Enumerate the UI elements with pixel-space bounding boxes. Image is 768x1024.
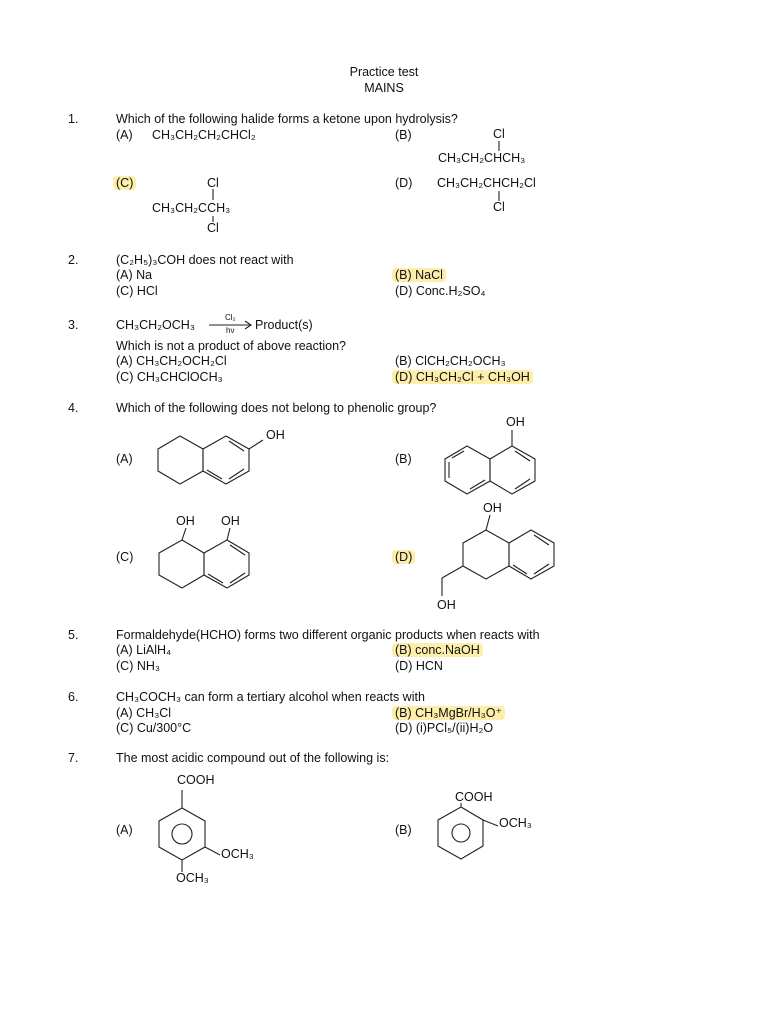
q4d-oh-label-1: OH <box>483 501 502 515</box>
q4d-alcohol-structure <box>437 501 554 612</box>
product: Product(s) <box>255 318 313 332</box>
question-text: Which of the following does not belong to phenolic group? <box>116 401 437 415</box>
option-c: (C) HCl <box>116 284 158 298</box>
option-d-formula: CH₃CH₂CHCH₂Cl <box>437 176 536 190</box>
option-d-substituent: Cl <box>493 200 505 214</box>
question-text: (C₂H₅)₃COH does not react with <box>116 253 294 267</box>
option-a-label: (A) <box>116 823 133 837</box>
question-text: Which is not a product of above reaction? <box>116 339 346 353</box>
q4b-oh-label: OH <box>506 415 525 429</box>
option-a: (A) Na <box>116 268 153 282</box>
option-c-label: (C) <box>116 550 134 564</box>
option-c-substituent-bottom: Cl <box>207 221 219 235</box>
option-b-label: (B) <box>395 452 412 466</box>
question-number: 5. <box>68 628 79 642</box>
answer-highlight: (B) CH₃MgBr/H₃O⁺ <box>392 706 505 720</box>
option-d-label: (D) <box>395 176 413 190</box>
answer-highlight: (D) CH₃CH₂Cl + CH₃OH <box>392 370 533 384</box>
question-text: The most acidic compound out of the following is: <box>116 751 390 765</box>
option-a-text: CH₃CH₂CH₂CHCl₂ <box>152 128 256 142</box>
page-title: Practice test <box>349 65 419 79</box>
q4a-oh-label: OH <box>266 428 285 442</box>
question-number: 7. <box>68 751 79 765</box>
option-a: (A) CH₃CH₂OCH₂Cl <box>116 354 227 368</box>
answer-highlight: (B) conc.NaOH <box>392 643 483 657</box>
q7b-benzoic-acid-structure <box>438 790 532 859</box>
q7a-cooh-label: COOH <box>177 773 215 787</box>
page-subtitle: MAINS <box>364 81 404 95</box>
question-number: 1. <box>68 112 79 126</box>
option-c: (C) NH₃ <box>116 659 160 673</box>
question-number: 3. <box>68 318 79 332</box>
option-d: (D) Conc.H₂SO₄ <box>395 284 486 298</box>
option-c: (C) Cu/300°C <box>116 721 192 735</box>
option-b: (B) ClCH₂CH₂OCH₃ <box>395 354 506 368</box>
option-c: (C) CH₃CHClOCH₃ <box>116 370 223 384</box>
option-b-label: (B) <box>395 823 412 837</box>
answer-highlight: (B) NaCl <box>392 268 446 282</box>
option-a-label: (A) <box>116 452 133 466</box>
option-a: (A) LiAlH₄ <box>116 643 172 657</box>
q3-reaction-arrow <box>209 321 251 329</box>
q7a-och3-bottom-label: OCH₃ <box>176 871 209 885</box>
option-a: (A) CH₃Cl <box>116 706 172 720</box>
q7b-cooh-label: COOH <box>455 790 493 804</box>
question-number: 4. <box>68 401 79 415</box>
q4a-tetrahydronaphthol-structure <box>158 428 285 484</box>
option-c-formula: CH₃CH₂CCH₃ <box>152 201 231 215</box>
reactant: CH₃CH₂OCH₃ <box>116 318 195 332</box>
question-text: Formaldehyde(HCHO) forms two different organic products when reacts with <box>116 628 540 642</box>
reagent-top: Cl₂ <box>225 313 236 322</box>
q4c-oh-label-1: OH <box>176 514 195 528</box>
q7a-och3-right-label: OCH₃ <box>221 847 254 861</box>
q4c-diol-structure <box>159 514 249 588</box>
reagent-bottom: hν <box>226 326 235 335</box>
question-text: Which of the following halide forms a ketone upon hydrolysis? <box>116 112 458 126</box>
option-d: (D) HCN <box>395 659 443 673</box>
q4b-naphthol-structure <box>445 415 535 494</box>
answer-highlight: (D) <box>392 550 415 564</box>
option-c-substituent-top: Cl <box>207 176 219 190</box>
q4c-oh-label-2: OH <box>221 514 240 528</box>
q4d-oh-label-2: OH <box>437 598 456 612</box>
question-text: CH₃COCH₃ can form a tertiary alcohol when reacts with <box>116 690 425 704</box>
q7b-och3-label: OCH₃ <box>499 816 532 830</box>
option-d: (D) (i)PCl₅/(ii)H₂O <box>395 721 494 735</box>
option-b-substituent: Cl <box>493 127 505 141</box>
option-b-label: (B) <box>395 128 412 142</box>
option-b-formula: CH₃CH₂CHCH₃ <box>438 151 526 165</box>
question-number: 2. <box>68 253 79 267</box>
q1-bonds <box>213 141 499 222</box>
answer-highlight: (C) <box>113 176 136 190</box>
question-number: 6. <box>68 690 79 704</box>
option-a-label: (A) <box>116 128 133 142</box>
q7a-benzoic-acid-structure <box>159 773 254 885</box>
